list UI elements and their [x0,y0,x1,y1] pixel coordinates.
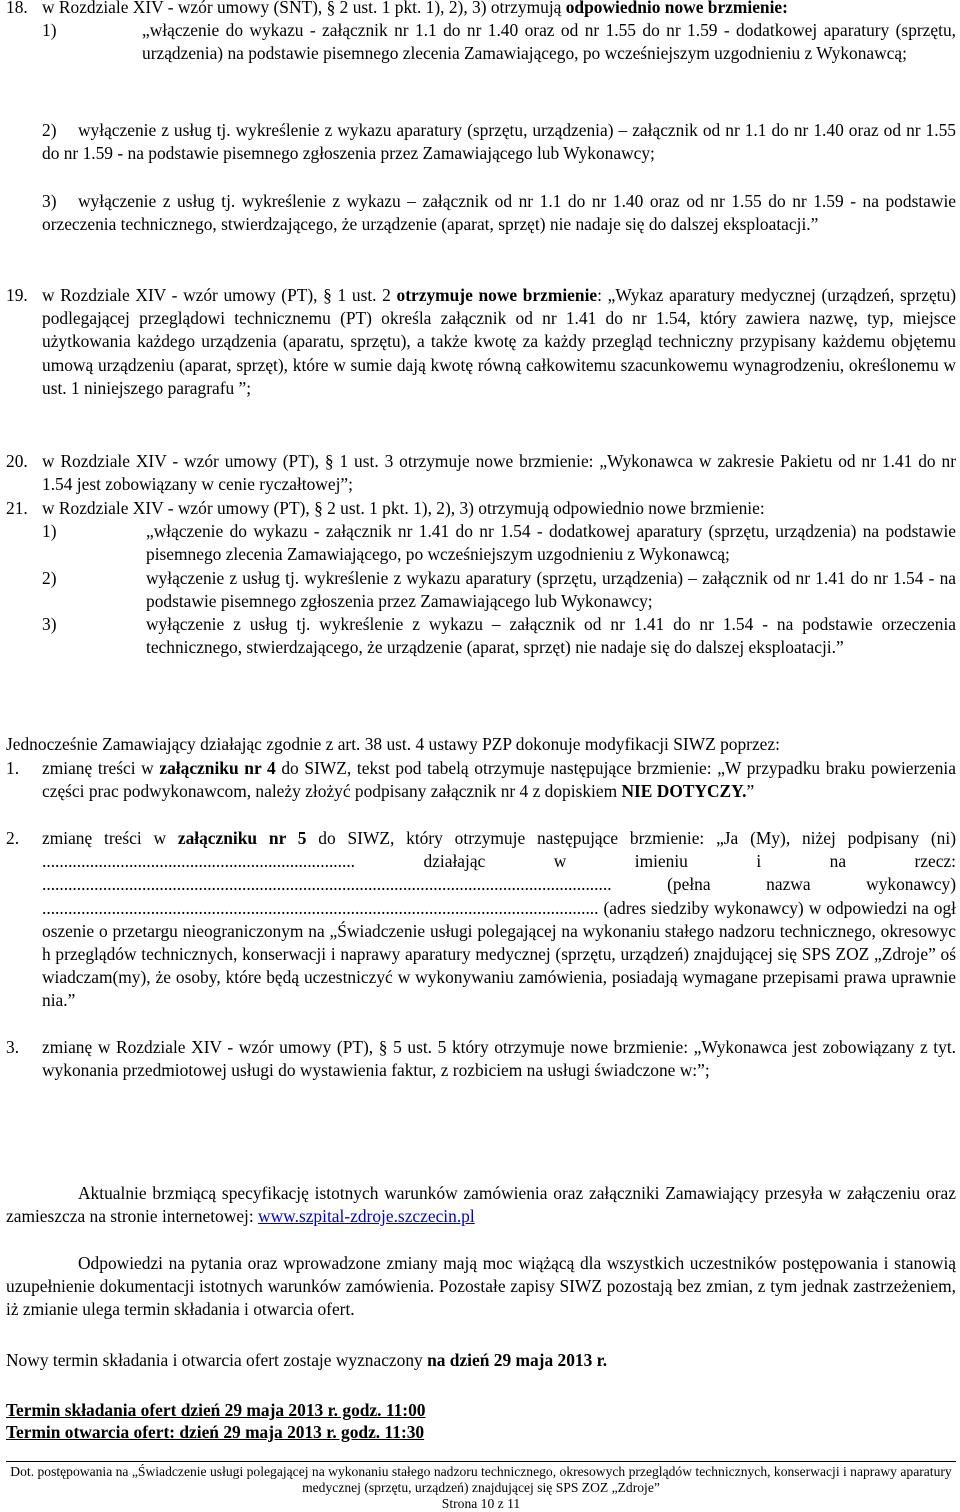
mod-number: 2. [6,828,20,848]
opening-deadline: Termin otwarcia ofert: dzień 29 maja 2013 r. godz. 11:30 [6,1422,425,1442]
mod-3 [6,1036,956,1082]
submission-deadline: Termin składania ofert dzień 29 maja 2013 r. godz. 11:00 [6,1400,426,1420]
sub-item-text: „włączenie do wykazu - załącznik nr 1.1 do nr 1.40 oraz od nr 1.55 do nr 1.59 - dodatkowej aparatury (sprzętu, urządzenia) na podstawie pisemnego zlecenia Zamawiającego, po wcześniejszym uzgodnieniu z Wykonawcą; [142,20,956,64]
page-number: Strona 10 z 11 [441,1496,521,1511]
mod-2 [6,827,956,1013]
sub-item-number: 3) [42,614,57,635]
sub-item-number: 1) [42,20,57,41]
sub-item-number: 1) [42,521,57,542]
item-number: 18. [6,0,28,17]
modifications-intro: Jednocześnie Zamawiający działając zgodnie z art. 38 ust. 4 ustawy PZP dokonuje modyfikacji SIWZ poprzez: [6,734,780,754]
item-number: 20. [6,451,28,471]
sub-item-text: wyłączenie z usług tj. wykreślenie z wykazu – załącznik od nr 1.1 do nr 1.40 oraz od nr 1.55 do nr 1.59 - na podstawie orzeczenia technicznego, stwierdzającego, że urządzenie (aparat, sprzęt) nie nadaje się do dalszej eksploatacji.” [42,191,956,235]
item-text: w Rozdziale XIV - wzór umowy (PT), § 1 ust. 3 otrzymuje nowe brzmienie: „Wykonawca w zakresie Pakietu od nr 1.41 do nr 1.54 jest zobowiązany w cenie ryczałtowej”; [42,451,956,495]
mod-number: 1. [6,758,20,778]
sub-item [42,520,956,566]
closing-paragraph-1: Aktualnie brzmiącą specyfikację istotnych warunków zamówienia oraz załączniki Zamawiający przesyła w załączeniu oraz zamieszcza na stronie internetowej: www.szpital-zdroje.szczecin.pl [6,1183,956,1227]
sub-item [42,119,956,165]
sub-item [42,567,956,613]
mod-number: 3. [6,1037,20,1057]
mod-1 [6,757,956,803]
item-text: w Rozdziale XIV - wzór umowy (PT), § 1 ust. 2 otrzymuje nowe brzmienie: „Wykaz aparatury medycznej (urządzeń, sprzętu) podlegającej przeglądowi technicznemu (PT) określa załącznik od nr 1.41 do nr 1.54, który zawiera nazwę, typ, miejsce użytkowania każdego urządzenia (aparatu, sprzętu), a także kwotę za każdy przegląd techniczny przypisany każdemu objętemu umową urządzeniu (aparat, sprzęt), które w sumie dają kwotę równą całkowitemu szacunkowemu wynagrodzeniu, określonemu w ust. 1 niniejszego paragrafu ”; [42,285,956,398]
footer-text: Dot. postępowania na „Świadczenie usługi polegającej na wykonaniu stałego nadzoru technicznego, okresowych przeglądów technicznych, konserwacji i naprawy aparatury medycznej (sprzętu, urządzeń) znajdującej się SPS ZOZ „Zdroje” [10,1464,952,1495]
mod-text: zmianę w Rozdziale XIV - wzór umowy (PT), § 5 ust. 5 który otrzymuje nowe brzmienie: „Wykonawca jest zobowiązany z tyt. wykonania przedmiotowej usługi do wystawienia faktur, z rozbiciem na usługi świadczone w:”; [42,1037,956,1081]
sub-item-number: 3) [42,191,57,211]
closing-paragraph-2: Odpowiedzi na pytania oraz wprowadzone zmiany mają moc wiążącą dla wszystkich uczestników postępowania i stanowią uzupełnienie dokumentacji istotnych warunków zamówienia. Pozostałe zapisy SIWZ pozostają bez zmian, z tym jednak zastrzeżeniem, iż zmianie ulega termin składania i otwarcia ofert. [6,1253,956,1320]
sub-item-text: wyłączenie z usług tj. wykreślenie z wykazu – załącznik od nr 1.41 do nr 1.54 - na podstawie orzeczenia technicznego, stwierdzającego, że urządzenie (aparat, sprzęt) nie nadaje się do dalszej eksploatacji.” [146,614,956,658]
item-text: w Rozdziale XIV - wzór umowy (PT), § 2 ust. 1 pkt. 1), 2), 3) otrzymują odpowiednio nowe brzmienie: [42,498,765,518]
sub-item-number: 2) [42,120,57,140]
item-18-sub-2 [6,119,956,165]
page-footer [6,1461,956,1512]
sub-item [42,19,956,65]
website-link[interactable]: www.szpital-zdroje.szczecin.pl [258,1206,475,1227]
item-19 [6,284,956,400]
sub-item [42,613,956,659]
sub-item-text: wyłączenie z usług tj. wykreślenie z wykazu aparatury (sprzętu, urządzenia) – załącznik od nr 1.41 do nr 1.54 - na podstawie pisemnego zgłoszenia przez Zamawiającego lub Wykonawcy; [146,567,956,611]
item-number: 21. [6,498,28,518]
item-21 [6,497,956,659]
item-18-sub-3 [6,190,956,236]
mod-text: zmianę treści w załączniku nr 5 do SIWZ, który otrzymuje następujące brzmienie: „Ja (My), niżej podpisany (ni) ........................................................................ działając w imieniu i na rzecz: ................................................................................................................................... (pełna nazwa wykonawcy) ................................................................................................................................ (adres siedziby wykonawcy) w odpowiedzi na ogłoszenie o przetargu nieograniczonym na „Świadczenie usługi polegającej na wykonaniu stałego nadzoru technicznego, okresowych przeglądów technicznych, konserwacji i naprawy aparatury medycznej (sprzętu, urządzeń) znajdującej się SPS ZOZ „Zdroje” oświadczam(my), że osoby, które będą uczestniczyć w wykonywaniu zamówienia, posiadają wymagane przepisami prawa uprawnienia.” [42,828,956,1011]
item-18 [6,0,956,66]
item-number: 19. [6,285,28,305]
item-20 [6,450,956,496]
item-text: w Rozdziale XIV - wzór umowy (SNT), § 2 ust. 1 pkt. 1), 2), 3) otrzymują odpowiednio nowe brzmienie: [42,0,788,17]
sub-item-text: wyłączenie z usług tj. wykreślenie z wykazu aparatury (sprzętu, urządzenia) – załącznik od nr 1.1 do nr 1.40 oraz od nr 1.55 do nr 1.59 - na podstawie pisemnego zgłoszenia przez Zamawiającego lub Wykonawcy; [42,120,956,164]
mod-text: zmianę treści w załączniku nr 4 do SIWZ, tekst pod tabelą otrzymuje następujące brzmienie: „W przypadku braku powierzenia części prac podwykonawcom, należy złożyć podpisany załącznik nr 4 z dopiskiem NIE DOTYCZY.” [42,758,956,802]
sub-item-number: 2) [42,567,57,588]
new-deadline: Nowy termin składania i otwarcia ofert zostaje wyznaczony na dzień 29 maja 2013 r. [6,1350,608,1370]
sub-item-text: „włączenie do wykazu - załącznik nr 1.41 do nr 1.54 - dodatkowej aparatury (sprzętu, urządzenia) na podstawie pisemnego zlecenia Zamawiającego, po wcześniejszym uzgodnieniu z Wykonawcą; [146,521,956,565]
sub-item [42,190,956,236]
